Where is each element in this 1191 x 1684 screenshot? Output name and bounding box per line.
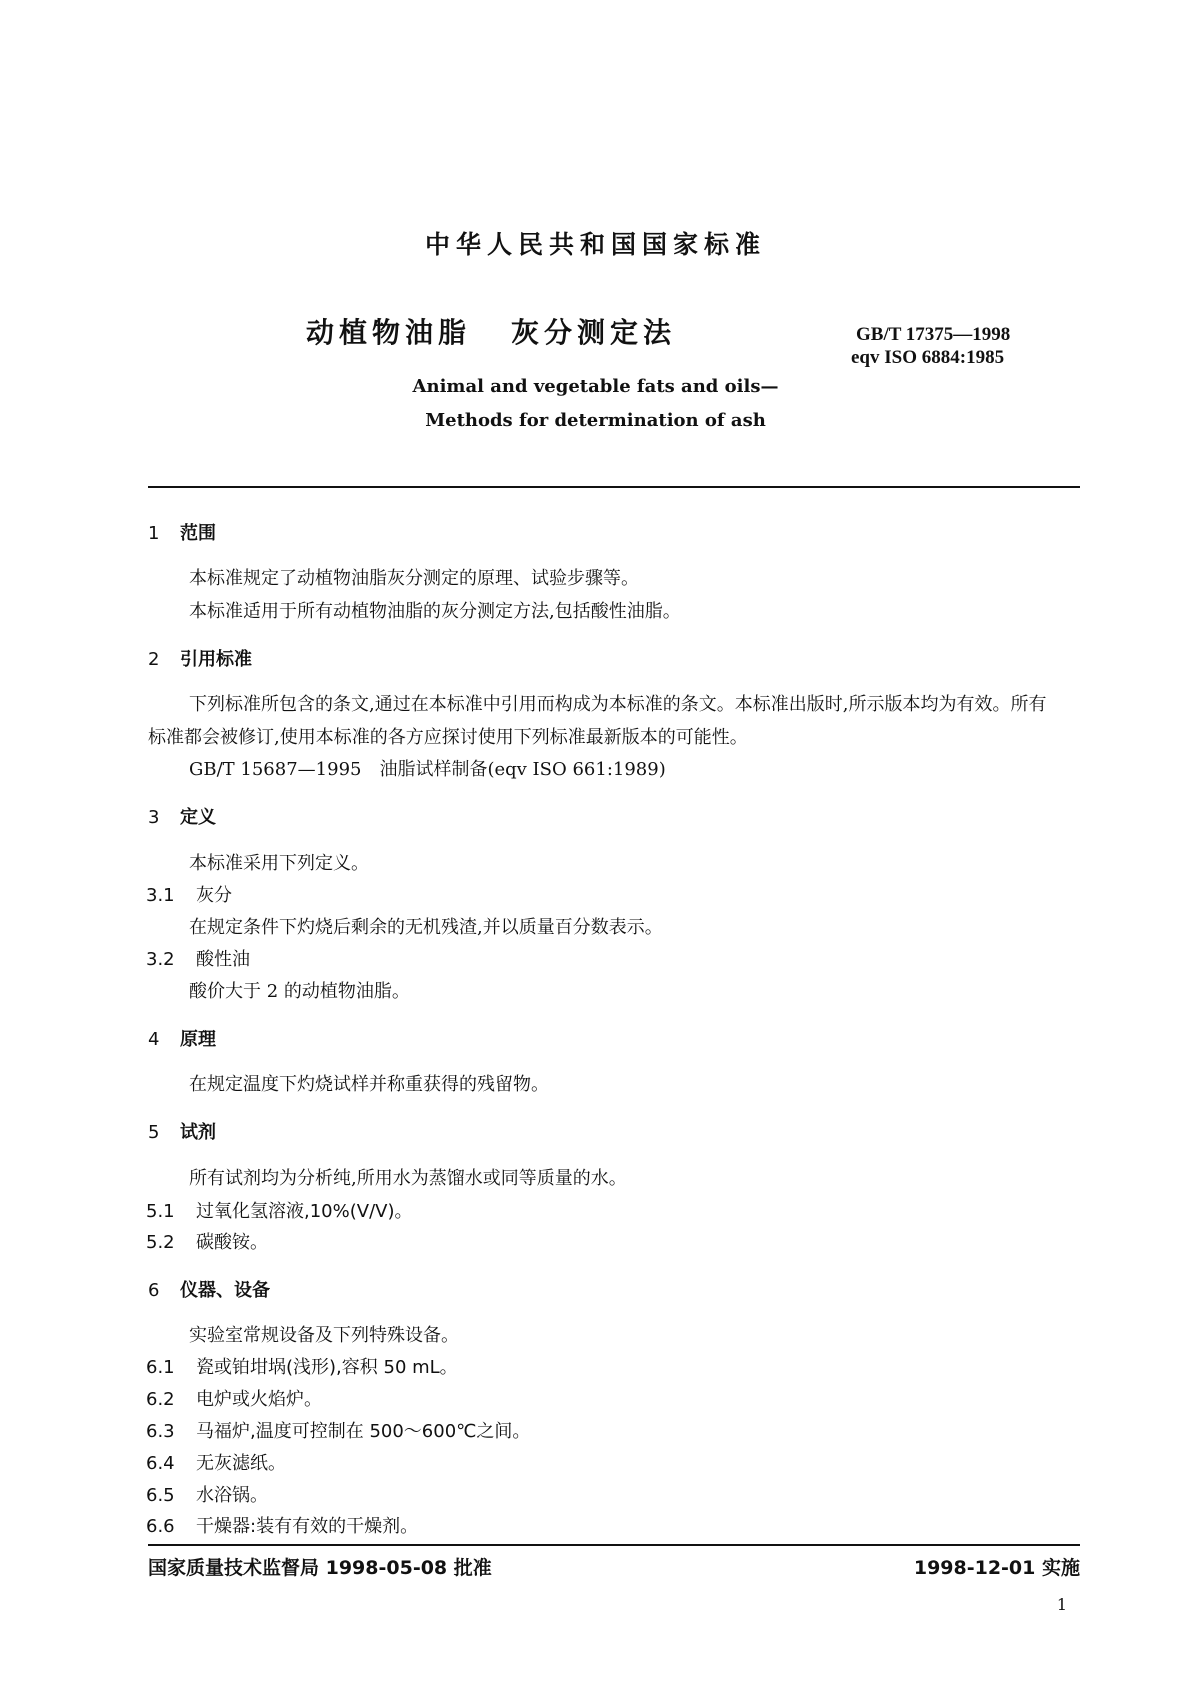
definition-3-2 <box>146 945 250 971</box>
equipment-item <box>146 1481 268 1507</box>
section-number: 1 <box>148 523 160 544</box>
clause-number: 6.2 <box>146 1389 175 1410</box>
paragraph: 本标准规定了动植物油脂灰分测定的原理、试验步骤等。 <box>189 568 639 589</box>
definition-3-1 <box>146 881 232 907</box>
reagent-item <box>146 1197 412 1223</box>
clause-number: 6.4 <box>146 1453 175 1474</box>
section-6-heading <box>148 1276 270 1302</box>
equipment-text: 水浴锅。 <box>196 1485 268 1506</box>
equipment-text: 电炉或火焰炉。 <box>196 1389 322 1410</box>
paragraph: 本标准采用下列定义。 <box>189 853 369 874</box>
standard-number-block <box>851 323 1011 369</box>
normative-reference: GB/T 15687—1995 油脂试样制备(eqv ISO 661:1989) <box>189 759 666 780</box>
definition-term: 灰分 <box>196 885 232 906</box>
section-title: 范围 <box>180 523 216 544</box>
definition-term: 酸性油 <box>196 949 250 970</box>
clause-number: 6.5 <box>146 1485 175 1506</box>
definition-text: 酸价大于 2 的动植物油脂。 <box>189 981 410 1002</box>
standard-number: GB/T 17375—1998 <box>856 324 1011 345</box>
equivalent-standard: eqv ISO 6884:1985 <box>851 347 1005 368</box>
title-cn-part1: 动植物油脂 <box>306 316 472 349</box>
reagent-item <box>146 1228 268 1254</box>
section-title: 试剂 <box>180 1122 216 1143</box>
header-divider <box>148 486 1080 488</box>
paragraph: 实验室常规设备及下列特殊设备。 <box>189 1325 459 1346</box>
section-number: 2 <box>148 649 160 670</box>
clause-number: 3.2 <box>146 949 175 970</box>
clause-number: 5.1 <box>146 1201 175 1222</box>
paragraph: 下列标准所包含的条文,通过在本标准中引用而构成为本标准的条文。本标准出版时,所示版本均为有效。所有标准都会被修订,使用本标准的各方应探讨使用下列标准最新版本的可能性。 <box>148 694 1047 748</box>
title-cn-part2: 灰分测定法 <box>511 316 677 349</box>
implementation-line: 1998-12-01 实施 <box>913 1557 1080 1579</box>
equipment-text: 干燥器:装有有效的干燥剂。 <box>196 1516 419 1537</box>
section-4-heading <box>148 1025 216 1051</box>
title-en-line2: Methods for determination of ash <box>425 410 766 431</box>
paragraph: 所有试剂均为分析纯,所用水为蒸馏水或同等质量的水。 <box>189 1168 627 1189</box>
paragraph: 在规定温度下灼烧试样并称重获得的残留物。 <box>189 1074 549 1095</box>
equipment-text: 瓷或铂坩埚(浅形),容积 50 mL。 <box>196 1357 458 1378</box>
equipment-item <box>146 1385 322 1411</box>
section-number: 3 <box>148 807 160 828</box>
equipment-item <box>146 1512 418 1538</box>
section-title: 引用标准 <box>180 649 252 670</box>
equipment-item <box>146 1449 286 1475</box>
section-1-heading <box>148 519 216 545</box>
section-number: 6 <box>148 1280 160 1301</box>
section-5-heading <box>148 1118 216 1144</box>
equipment-text: 马福炉,温度可控制在 500～600℃之间。 <box>196 1421 531 1442</box>
section-number: 5 <box>148 1122 160 1143</box>
section-title: 仪器、设备 <box>180 1280 270 1301</box>
reagent-text: 碳酸铵。 <box>196 1232 268 1253</box>
footer-divider <box>148 1544 1080 1546</box>
equipment-item <box>146 1417 530 1443</box>
equipment-item <box>146 1353 458 1379</box>
section-title: 原理 <box>180 1029 216 1050</box>
clause-number: 6.3 <box>146 1421 175 1442</box>
clause-number: 5.2 <box>146 1232 175 1253</box>
title-en-line1: Animal and vegetable fats and oils— <box>412 376 779 397</box>
clause-number: 6.1 <box>146 1357 175 1378</box>
section-2-heading <box>148 645 252 671</box>
reagent-text: 过氧化氢溶液,10%(V/V)。 <box>196 1201 413 1222</box>
clause-number: 3.1 <box>146 885 175 906</box>
definition-text: 在规定条件下灼烧后剩余的无机残渣,并以质量百分数表示。 <box>189 917 663 938</box>
clause-number: 6.6 <box>146 1516 175 1537</box>
section-title: 定义 <box>180 807 216 828</box>
section-number: 4 <box>148 1029 160 1050</box>
document-title-en <box>0 370 1191 438</box>
equipment-text: 无灰滤纸。 <box>196 1453 286 1474</box>
document-title-cn <box>306 311 676 351</box>
approval-line: 国家质量技术监督局 1998-05-08 批准 <box>148 1557 492 1579</box>
section-3-heading <box>148 803 216 829</box>
page-number: 1 <box>1056 1595 1067 1614</box>
national-standard-heading: 中华人民共和国国家标准 <box>424 230 766 259</box>
paragraph: 本标准适用于所有动植物油脂的灰分测定方法,包括酸性油脂。 <box>189 601 681 622</box>
